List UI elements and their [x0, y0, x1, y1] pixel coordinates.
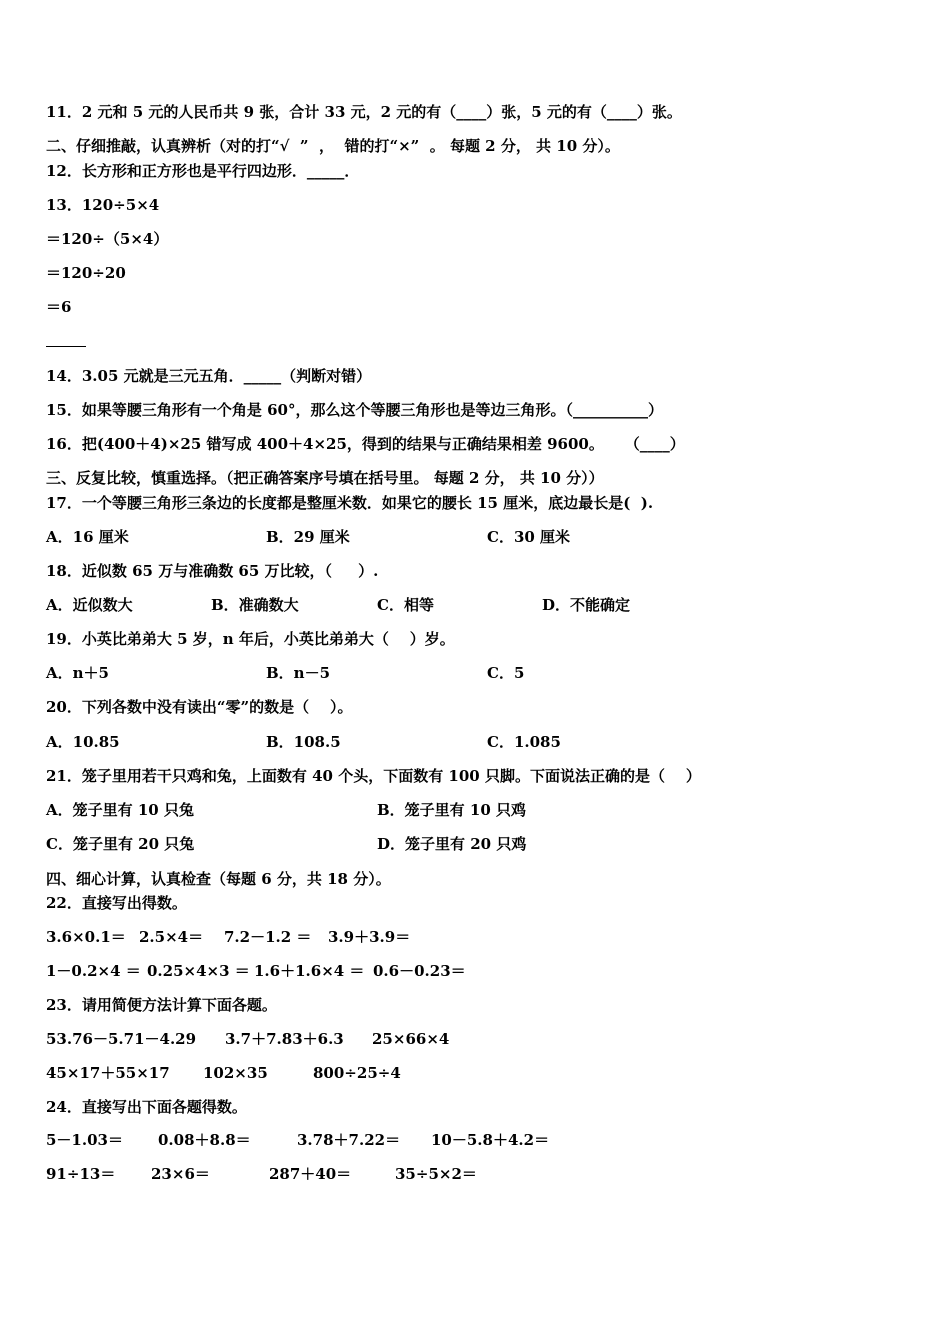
- q22-item: 1－0.2×4 ＝: [46, 962, 141, 980]
- q18-option-c: C．相等: [377, 596, 434, 614]
- question-15: 15．如果等腰三角形有一个角是 60°，那么这个等腰三角形也是等边三角形。（__________）: [46, 401, 663, 419]
- q19-option-a: A．n＋5: [46, 664, 109, 682]
- question-23: 23．请用简便方法计算下面各题。: [46, 996, 277, 1014]
- question-13-step-2: ＝120÷20: [46, 264, 126, 282]
- q22-item: 1.6＋1.6×4 ＝: [254, 962, 365, 980]
- q21-option-b: B．笼子里有 10 只鸡: [377, 801, 526, 819]
- q22-item: 3.6×0.1＝: [46, 928, 126, 946]
- q22-item: 2.5×4＝: [139, 928, 204, 946]
- q22-item: 3.9＋3.9＝: [328, 928, 411, 946]
- q18-option-b: B．准确数大: [211, 596, 299, 614]
- answer-blank: [46, 346, 86, 347]
- question-22: 22．直接写出得数。: [46, 894, 187, 912]
- q21-option-c: C．笼子里有 20 只兔: [46, 835, 195, 853]
- q24-item: 35÷5×2＝: [395, 1165, 477, 1183]
- q20-option-c: C．1.085: [487, 733, 561, 751]
- question-21: 21．笼子里用若干只鸡和兔，上面数有 40 个头，下面数有 100 只脚。下面说法正确的是（ ）: [46, 767, 701, 785]
- q17-option-c: C．30 厘米: [487, 528, 571, 546]
- question-11: 11．2 元和 5 元的人民币共 9 张，合计 33 元，2 元的有（____）张，5 元的有（____）张。: [46, 103, 682, 121]
- question-13-step-1: ＝120÷（5×4）: [46, 230, 169, 248]
- section-3-heading: 三、反复比较，慎重选择。（把正确答案序号填在括号里。 每题 2 分， 共 10 分））: [46, 469, 604, 487]
- question-16: 16．把(400＋4)×25 错写成 400＋4×25，得到的结果与正确结果相差 9600。 （____）: [46, 435, 685, 453]
- q23-item: 102×35: [203, 1064, 268, 1082]
- q17-option-a: A．16 厘米: [46, 528, 129, 546]
- q23-item: 25×66×4: [372, 1030, 450, 1048]
- question-14: 14．3.05 元就是三元五角．_____（判断对错）: [46, 367, 372, 385]
- question-12: 12．长方形和正方形也是平行四边形．_____．: [46, 162, 360, 180]
- question-17: 17．一个等腰三角形三条边的长度都是整厘米数．如果它的腰长 15 厘米，底边最长是( ).: [46, 494, 654, 512]
- q21-option-d: D．笼子里有 20 只鸡: [377, 835, 527, 853]
- q24-item: 91÷13＝: [46, 1165, 116, 1183]
- q19-option-b: B．n－5: [266, 664, 331, 682]
- question-20: 20．下列各数中没有读出“零”的数是（ ）。: [46, 698, 353, 716]
- q21-option-a: A．笼子里有 10 只兔: [46, 801, 194, 819]
- question-24: 24．直接写出下面各题得数。: [46, 1098, 247, 1116]
- q20-option-a: A．10.85: [46, 733, 120, 751]
- q24-item: 0.08＋8.8＝: [158, 1131, 251, 1149]
- q23-item: 3.7＋7.83＋6.3: [225, 1030, 344, 1048]
- q17-option-b: B．29 厘米: [266, 528, 350, 546]
- section-4-heading: 四、细心计算，认真检查（每题 6 分，共 18 分）。: [46, 870, 391, 888]
- question-19: 19．小英比弟弟大 5 岁，n 年后，小英比弟弟大（ ）岁。: [46, 630, 455, 648]
- q22-item: 0.25×4×3 ＝: [147, 962, 250, 980]
- section-2-heading: 二、仔细推敲，认真辨析（对的打“√ ” ， 错的打“×” 。 每题 2 分， 共 10 分）。: [46, 137, 620, 155]
- question-13-step-3: ＝6: [46, 298, 72, 316]
- q20-option-b: B．108.5: [266, 733, 341, 751]
- q24-item: 3.78＋7.22＝: [297, 1131, 401, 1149]
- question-13: 13．120÷5×4: [46, 196, 160, 214]
- q19-option-c: C．5: [487, 664, 525, 682]
- q23-item: 45×17＋55×17: [46, 1064, 170, 1082]
- q24-item: 5－1.03＝: [46, 1131, 123, 1149]
- q24-item: 23×6＝: [151, 1165, 210, 1183]
- q18-option-a: A．近似数大: [46, 596, 133, 614]
- q22-item: 0.6－0.23＝: [373, 962, 466, 980]
- q23-item: 800÷25÷4: [313, 1064, 401, 1082]
- q23-item: 53.76－5.71－4.29: [46, 1030, 197, 1048]
- question-18: 18．近似数 65 万与准确数 65 万比较，（ ）.: [46, 562, 379, 580]
- q24-item: 287＋40＝: [269, 1165, 352, 1183]
- q22-item: 7.2－1.2 ＝: [224, 928, 312, 946]
- q18-option-d: D．不能确定: [542, 596, 631, 614]
- q24-item: 10－5.8＋4.2＝: [431, 1131, 550, 1149]
